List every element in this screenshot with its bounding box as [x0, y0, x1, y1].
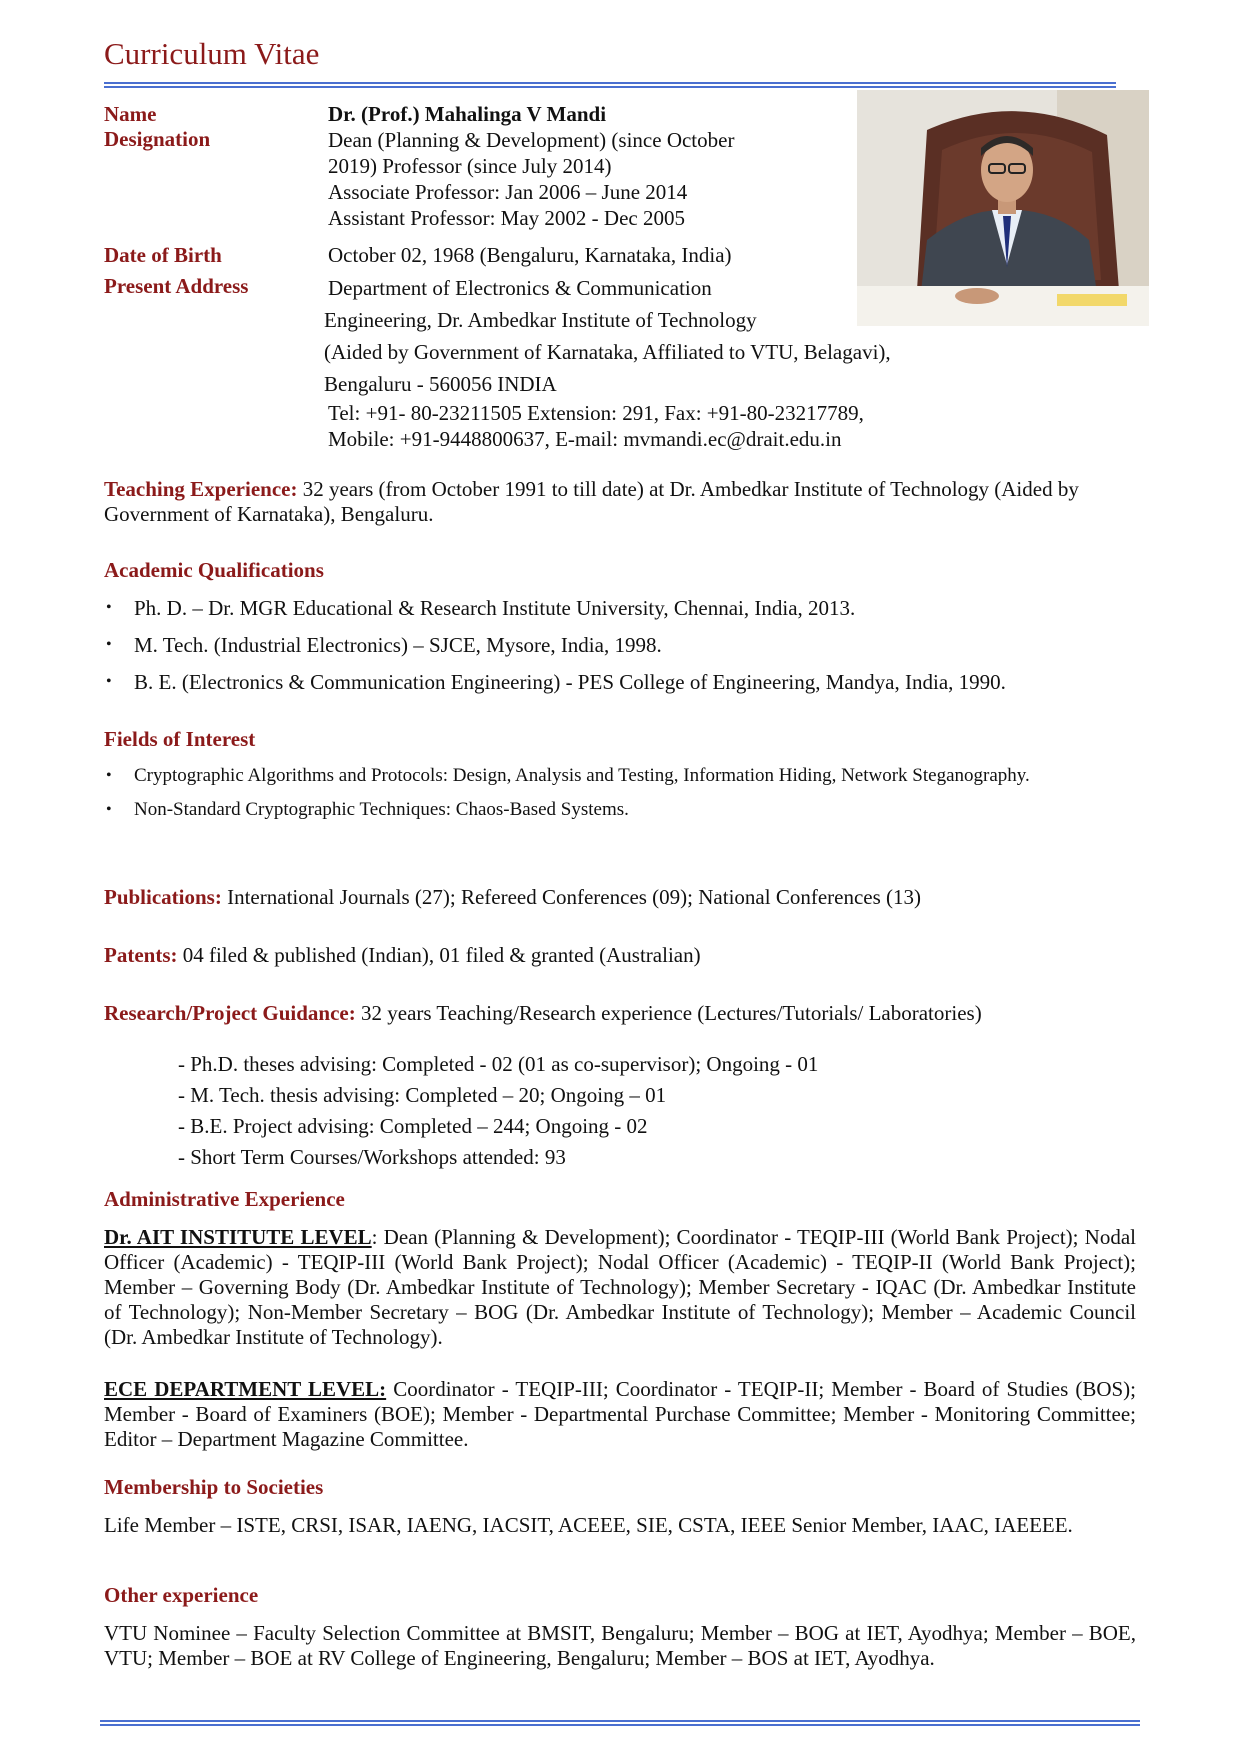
institute-text: : Dean (Planning & Development); Coordinator - TEQIP-III (World Bank Project); Nodal Officer (Academic) - TEQIP-III (World Bank Project); Nodal Officer (Academic) - TEQIP-II (World Bank Project); Member – Governing Body (Dr. Ambedkar Institute of Technology); Member Secretary - IQAC (Dr. Ambedkar Institute of Technology); Non-Member Secretary – BOG (Dr. Ambedkar Institute of Technology); Member – Academic Council (Dr. Ambedkar Institute of Technology). — [104, 1225, 1136, 1349]
guidance — [104, 1001, 1034, 1026]
fields-heading: Fields of Interest — [104, 727, 256, 751]
guidance-list — [178, 1049, 818, 1173]
publications-text: International Journals (27); Refereed Conferences (09); National Conferences (13) — [221, 885, 922, 909]
list-item: • Ph. D. – Dr. MGR Educational & Research Institute University, Chennai, India, 2013. — [104, 595, 1144, 621]
department-text: Coordinator - TEQIP-III; Coordinator - TEQIP-II; Member - Board of Studies (BOS); Member - Board of Examiners (BOE); Member - Departmental Purchase Committee; Member - Monitoring Committee; Editor – Department Magazine Committee. — [104, 1377, 1137, 1451]
admin-heading: Administrative Experience — [104, 1187, 345, 1211]
designation-label: Designation — [104, 127, 211, 151]
address-line: Tel: +91- 80-23211505 Extension: 291, Fax: +91-80-23217789, — [328, 401, 864, 425]
publications — [104, 885, 1136, 910]
profile-photo — [857, 90, 1149, 326]
list-item: - Ph.D. theses advising: Completed - 02 (01 as co-supervisor); Ongoing - 01 — [178, 1052, 819, 1076]
portrait-illustration — [857, 90, 1149, 326]
dob-value: October 02, 1968 (Bengaluru, Karnataka, India) — [328, 243, 732, 267]
list-item: • B. E. (Electronics & Communication Engineering) - PES College of Engineering, Mandya, India, 1990. — [104, 669, 1144, 695]
address-value — [324, 272, 891, 452]
admin-department — [104, 1377, 1136, 1452]
academic-heading: Academic Qualifications — [104, 558, 324, 582]
list-item: - M. Tech. thesis advising: Completed – 20; Ongoing – 01 — [178, 1083, 667, 1107]
publications-label: Publications: — [104, 885, 222, 909]
teaching-text: 32 years (from October 1991 to till date) at Dr. Ambedkar Institute of Technology (Aided by Government of Karnataka), Bengaluru. — [104, 477, 1079, 526]
designation-line: 2019) Professor (since July 2014) — [328, 154, 612, 178]
list-item: - B.E. Project advising: Completed – 244; Ongoing - 02 — [178, 1114, 648, 1138]
address-line: Bengaluru - 560056 INDIA — [324, 372, 557, 396]
teaching-label: Teaching Experience: — [104, 477, 298, 501]
academic-list — [104, 595, 1144, 706]
dob-label: Date of Birth — [104, 243, 222, 267]
address-line: Engineering, Dr. Ambedkar Institute of Technology — [324, 308, 757, 332]
other-heading: Other experience — [104, 1583, 259, 1607]
guidance-label: Research/Project Guidance: — [104, 1001, 356, 1025]
list-item: - Short Term Courses/Workshops attended: 93 — [178, 1145, 566, 1169]
patents-text: 04 filed & published (Indian), 01 filed & granted (Australian) — [177, 943, 701, 967]
address-line: Mobile: +91-9448800637, E-mail: mvmandi.ec@drait.edu.in — [328, 427, 842, 451]
name-label: Name — [104, 102, 157, 126]
teaching-experience — [104, 477, 1136, 527]
list-item: • Cryptographic Algorithms and Protocols: Design, Analysis and Testing, Information Hiding, Network Steganography. — [104, 764, 1084, 788]
membership-heading: Membership to Societies — [104, 1475, 324, 1499]
designation-line: Dean (Planning & Development) (since October — [328, 128, 735, 152]
fields-list — [104, 764, 1084, 832]
designation-line: Associate Professor: Jan 2006 – June 2014 — [328, 180, 688, 204]
guidance-text: 32 years Teaching/Research experience (Lectures/Tutorials/ Laboratories) — [355, 1001, 982, 1025]
list-item: • Non-Standard Cryptographic Techniques: Chaos-Based Systems. — [104, 798, 1084, 822]
address-label: Present Address — [104, 274, 249, 298]
list-item: • M. Tech. (Industrial Electronics) – SJCE, Mysore, India, 1998. — [104, 632, 1144, 658]
patents-label: Patents: — [104, 943, 178, 967]
bottom-divider — [100, 1720, 1140, 1726]
name-value: Dr. (Prof.) Mahalinga V Mandi — [328, 102, 607, 126]
institute-label: Dr. AIT INSTITUTE LEVEL — [104, 1225, 372, 1249]
designation-line: Assistant Professor: May 2002 - Dec 2005 — [328, 206, 685, 230]
admin-institute — [104, 1225, 1136, 1350]
other-text: VTU Nominee – Faculty Selection Committee at BMSIT, Bengaluru; Member – BOG at IET, Ayodhya; Member – BOE, VTU; Member – BOE at RV College of Engineering, Bengaluru; Member – BOS at IET, Ayodhya. — [104, 1621, 1136, 1670]
designation-value — [328, 127, 734, 231]
address-line: Department of Electronics & Communication — [328, 276, 712, 300]
address-line: (Aided by Government of Karnataka, Affiliated to VTU, Belagavi), — [324, 340, 891, 364]
top-divider — [104, 82, 1116, 88]
department-label: ECE DEPARTMENT LEVEL: — [104, 1377, 387, 1401]
patents — [104, 943, 1136, 968]
membership-text: Life Member – ISTE, CRSI, ISAR, IAENG, IACSIT, ACEEE, SIE, CSTA, IEEE Senior Member, IAAC, IAEEEE. — [104, 1513, 1073, 1537]
page-title: Curriculum Vitae — [104, 36, 320, 71]
